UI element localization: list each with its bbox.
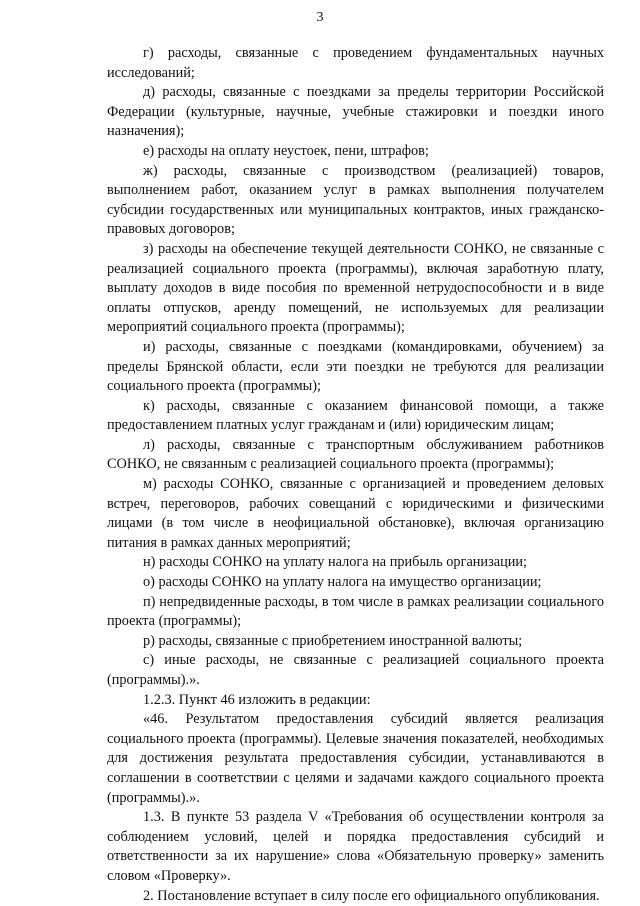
paragraph-g: г) расходы, связанные с проведением фундаментальных научных исследований; xyxy=(107,45,604,81)
paragraph-s: с) иные расходы, не связанные с реализацией социального проекта (программы).». xyxy=(107,652,604,688)
paragraph-k: к) расходы, связанные с оказанием финансовой помощи, а также предоставлением платных услуг гражданам и (или) юридическим лицам; xyxy=(107,397,604,434)
paragraph-i: и) расходы, связанные с поездками (командировками, обучением) за пределы Брянской области, если эти поездки не требуются для реализации социального проекта (программы); xyxy=(107,338,604,395)
paragraph-zh: ж) расходы, связанные с производством (реализацией) товаров, выполнением работ, оказанием услуг в рамках выполнения получателем субсидии государственных или муниципальных контрактов, иных гражданско-правовых договоров; xyxy=(107,162,604,238)
paragraph-1-2-3: 1.2.3. Пункт 46 изложить в редакции: xyxy=(143,691,371,708)
page-number: 3 xyxy=(316,10,324,25)
paragraph-p: п) непредвиденные расходы, в том числе в рамках реализации социального проекта (программы); xyxy=(107,593,604,630)
document-body xyxy=(107,44,604,906)
paragraph-2: 2. Постановление вступает в силу после его официального опубликования. xyxy=(143,887,600,904)
paragraph-o: о) расходы СОНКО на уплату налога на имущество организации; xyxy=(143,574,542,591)
paragraph-46: «46. Результатом предоставления субсидий является реализация социального проекта (программы). Целевые значения показателей, необходимых для достижения результата предоставления субсидии, устанавливаются в соглашении в соответствии с целями и задачами каждого социального проекта (программы).». xyxy=(107,711,604,806)
paragraph-l: л) расходы, связанные с транспортным обслуживанием работников СОНКО, не связанным с реализацией социального проекта (программы); xyxy=(107,436,604,473)
paragraph-m: м) расходы СОНКО, связанные с организацией и проведением деловых встреч, переговоров, рабочих совещаний с юридическими и физическими лицами (в том числе в неофициальной обстановке), включая организацию питания в рамках данных мероприятий; xyxy=(107,476,604,551)
paragraph-z: з) расходы на обеспечение текущей деятельности СОНКО, не связанные с реализацией социального проекта (программы), включая заработную плату, выплату доходов в виде пособия по временной нетрудоспособности и в виде оплаты отпусков, аренду помещений, не используемых для реализации мероприятий социального проекта (программы); xyxy=(107,240,604,336)
paragraph-r: р) расходы, связанные с приобретением иностранной валюты; xyxy=(143,632,523,649)
paragraph-d: д) расходы, связанные с поездками за пределы территории Российской Федерации (культурные, научные, учебные стажировки и поездки иного назначения); xyxy=(107,84,604,140)
paragraph-e: е) расходы на оплату неустоек, пени, штрафов; xyxy=(143,142,429,159)
paragraph-1-3: 1.3. В пункте 53 раздела V «Требования об осуществлении контроля за соблюдением условий, целей и порядка предоставления субсидий и ответственности за их нарушение» слова «Обязательную проверку» заменить словом «Проверку». xyxy=(107,809,604,884)
paragraph-n: н) расходы СОНКО на уплату налога на прибыль организации; xyxy=(143,554,528,571)
